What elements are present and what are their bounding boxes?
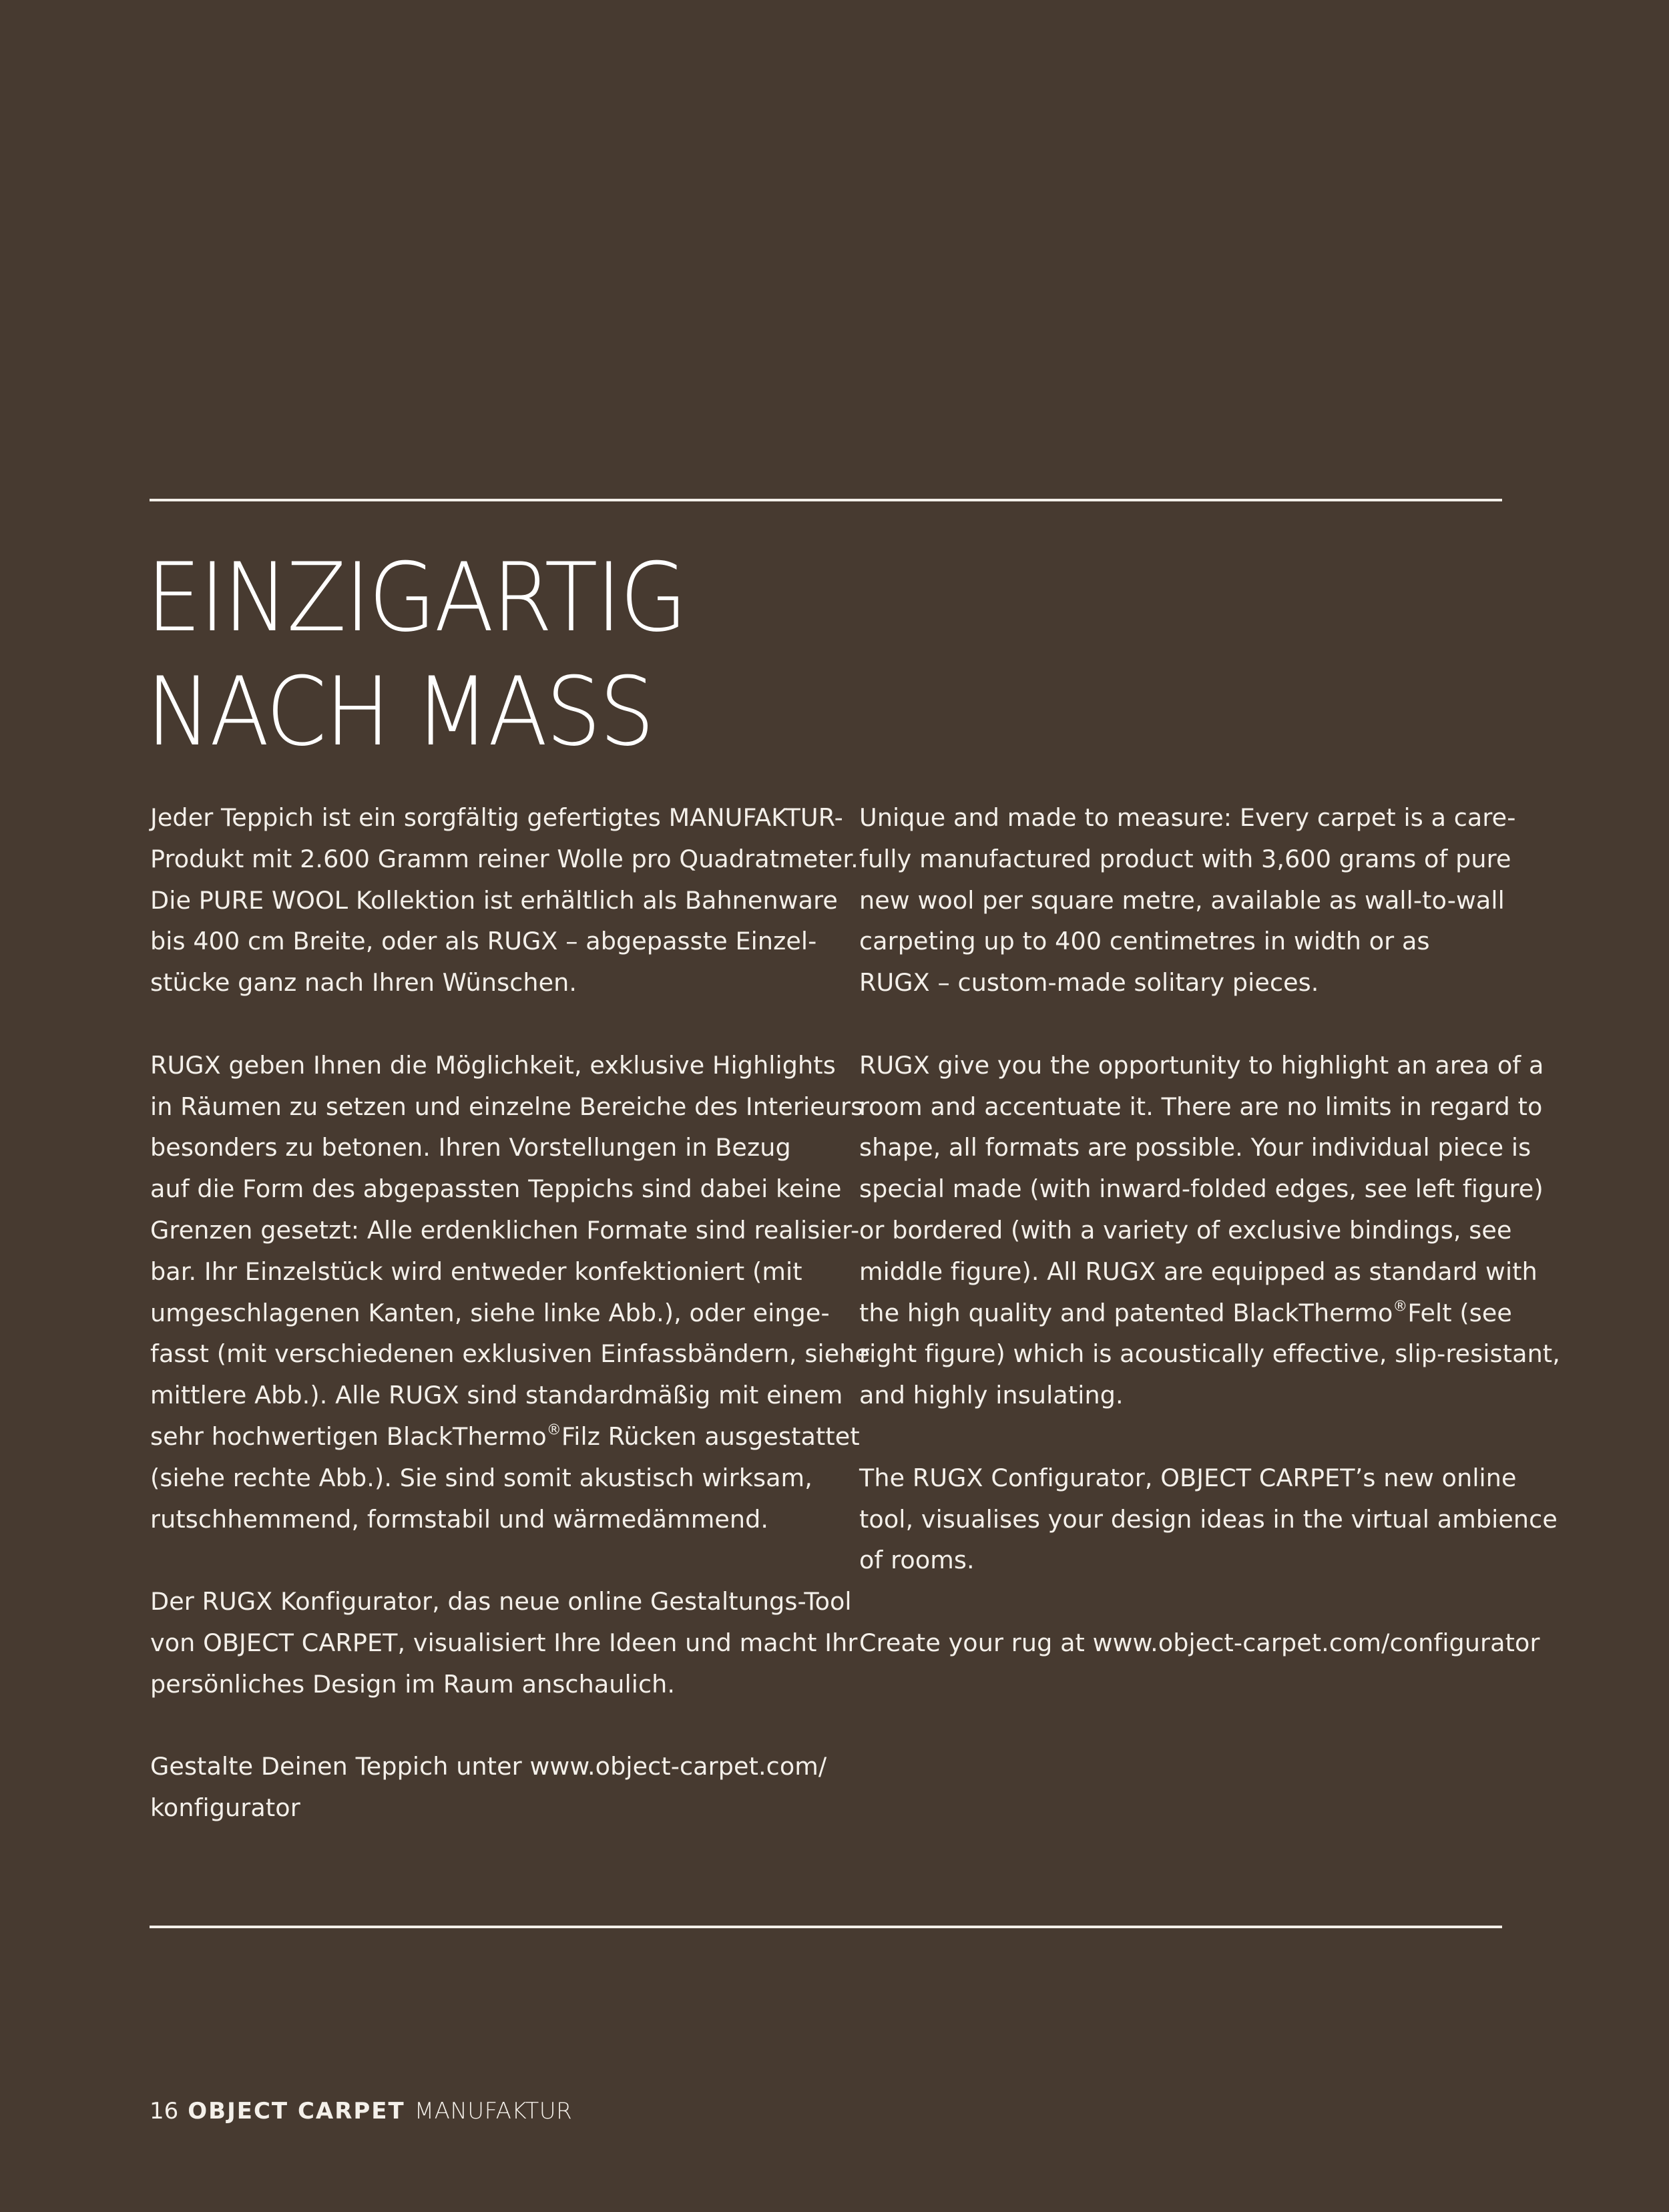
text-line: tool, visualises your design ideas in the virtual ambience <box>859 1504 1558 1534</box>
text-line: stücke ganz nach Ihren Wünschen. <box>150 968 577 998</box>
text-line: Unique and made to measure: Every carpet is a care- <box>859 803 1516 832</box>
text-line: shape, all formats are possible. Your individual piece is <box>859 1133 1531 1162</box>
text-line: new wool per square metre, available as wall-to-wall <box>859 885 1505 915</box>
registered-mark: ® <box>546 1421 561 1439</box>
text-line: Gestalte Deinen Teppich unter www.object-carpet.com/ <box>150 1752 827 1781</box>
top-divider <box>150 499 1502 501</box>
text-line: The RUGX Configurator, OBJECT CARPET’s new online <box>859 1463 1517 1492</box>
german-paragraph-1 <box>150 797 859 1004</box>
text-line: auf die Form des abgepassten Teppichs sind dabei keine <box>150 1174 842 1204</box>
text-line: bis 400 cm Breite, oder als RUGX – abgepasste Einzel- <box>150 927 817 956</box>
text-line: or bordered (with a variety of exclusive bindings, see <box>859 1215 1512 1245</box>
text-line: and highly insulating. <box>859 1381 1124 1410</box>
text-line: Produkt mit 2.600 Gramm reiner Wolle pro Quadratmeter. <box>150 844 859 873</box>
text-line <box>150 1416 860 1458</box>
text-line: in Räumen zu setzen und einzelne Bereiche des Interieurs <box>150 1092 864 1121</box>
text-line: special made (with inward-folded edges, see left figure) <box>859 1174 1543 1204</box>
text-segment: Filz Rücken ausgestattet <box>561 1421 860 1451</box>
text-line: room and accentuate it. There are no limits in regard to <box>859 1092 1543 1121</box>
text-line: besonders zu betonen. Ihren Vorstellungen in Bezug <box>150 1133 791 1162</box>
brand-name: OBJECT CARPET <box>188 2098 405 2125</box>
text-line: bar. Ihr Einzelstück wird entweder konfektioniert (mit <box>150 1257 802 1286</box>
section-name: MANUFAKTUR <box>414 2098 573 2125</box>
english-paragraph-4 <box>859 1622 1540 1664</box>
text-line <box>859 1293 1527 1334</box>
registered-mark: ® <box>1393 1298 1408 1315</box>
text-line: Create your rug at www.object-carpet.com/configurator <box>859 1628 1540 1657</box>
text-line: (siehe rechte Abb.). Sie sind somit akustisch wirksam, <box>150 1463 812 1492</box>
text-line: Die PURE WOOL Kollektion ist erhältlich als Bahnenware <box>150 885 838 915</box>
text-line: middle figure). All RUGX are equipped as standard with <box>859 1257 1537 1286</box>
text-line: fasst (mit verschiedenen exklusiven Einfassbändern, siehe <box>150 1339 871 1369</box>
title-line-2: NACH MASS <box>146 657 653 767</box>
english-text-column <box>859 797 1560 1705</box>
english-paragraph-2 <box>859 1045 1560 1416</box>
text-line: persönliches Design im Raum anschaulich. <box>150 1669 676 1699</box>
text-line: Jeder Teppich ist ein sorgfältig gefertigtes MANUFAKTUR- <box>150 803 843 832</box>
page-footer <box>150 2096 572 2126</box>
german-text-column <box>150 797 871 1870</box>
german-paragraph-2 <box>150 1045 871 1540</box>
text-line: RUGX give you the opportunity to highlight an area of a <box>859 1050 1544 1080</box>
english-paragraph-3 <box>859 1458 1558 1581</box>
text-segment: the high quality and patented BlackThermo <box>859 1298 1393 1327</box>
text-line: fully manufactured product with 3,600 grams of pure <box>859 844 1511 873</box>
text-line: von OBJECT CARPET, visualisiert Ihre Ideen und macht Ihr <box>150 1628 858 1657</box>
text-line: RUGX – custom-made solitary pieces. <box>859 968 1319 998</box>
text-line: rutschhemmend, formstabil und wärmedämmend. <box>150 1504 769 1534</box>
text-line: RUGX geben Ihnen die Möglichkeit, exklusive Highlights <box>150 1050 836 1080</box>
german-paragraph-3 <box>150 1581 858 1705</box>
page-title <box>146 541 686 769</box>
page-number: 16 <box>150 2098 179 2125</box>
text-line: right figure) which is acoustically effective, slip-resistant, <box>859 1339 1560 1369</box>
text-line: of rooms. <box>859 1546 975 1575</box>
german-paragraph-4 <box>150 1746 831 1829</box>
bottom-divider <box>150 1926 1502 1928</box>
text-segment: sehr hochwertigen BlackThermo <box>150 1421 547 1451</box>
text-line: umgeschlagenen Kanten, siehe linke Abb.), oder einge- <box>150 1298 830 1327</box>
text-segment: Felt (see <box>1407 1298 1512 1327</box>
english-paragraph-1 <box>859 797 1527 1004</box>
text-line: konfigurator <box>150 1793 300 1823</box>
text-line: Der RUGX Konfigurator, das neue online Gestaltungs-Tool <box>150 1587 852 1616</box>
text-line: carpeting up to 400 centimetres in width or as <box>859 927 1430 956</box>
title-line-1: EINZIGARTIG <box>146 543 686 653</box>
text-line: Grenzen gesetzt: Alle erdenklichen Formate sind realisier- <box>150 1215 860 1245</box>
text-line: mittlere Abb.). Alle RUGX sind standardmäßig mit einem <box>150 1381 843 1410</box>
